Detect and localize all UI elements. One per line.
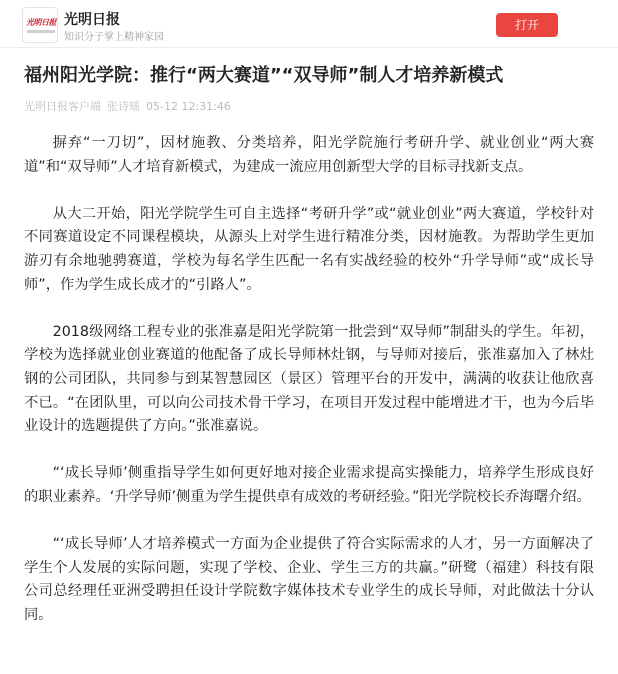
article-paragraph: 2018级网络工程专业的张准嘉是阳光学院第一批尝到“双导师”制甜头的学生。年初，学校为选择就业创业赛道的他配备了成长导师林灶钢，与导师对接后，张准嘉加入了林灶钢的公司团队，共同参与到某智慧园区（景区）管理平台的开发中，满满的收获让他欣喜不已。“在团队里，可以向公司技术骨干学习，在项目开发过程中能增进才干，也为今后毕业设计的选题提供了方向。”张准嘉说。 [24, 323, 594, 435]
article-paragraph: 摒弃“一刀切”，因材施教、分类培养，阳光学院施行考研升学、就业创业“两大赛道”和“双导师”人才培育新模式，为建成一流应用创新型大学的目标寻找新支点。 [24, 135, 594, 175]
logo-subline [27, 30, 55, 33]
article-time: 05-12 12:31:46 [146, 100, 231, 113]
article-paragraph: “‘成长导师’人才培养模式一方面为企业提供了符合实际需求的人才，另一方面解决了学生个人发展的实际问题，实现了学校、企业、学生三方的共赢。”研鹭（福建）科技有限公司总经理任亚洲受聘担任设计学院数字媒体技术专业学生的成长导师，对此做法十分认同。 [24, 536, 594, 623]
app-banner [0, 0, 618, 48]
app-slogan: 知识分子掌上精神家园 [64, 32, 164, 43]
article-author: 张诗瑶 [107, 100, 140, 113]
app-logo-icon[interactable] [22, 7, 58, 43]
article-title: 福州阳光学院：推行“两大赛道”“双导师”制人才培养新模式 [24, 65, 504, 86]
logo-seal: 光明日报 [26, 17, 56, 27]
open-app-button[interactable]: 打开 [496, 13, 558, 37]
app-name: 光明日报 [64, 12, 120, 28]
article-paragraph: 从大二开始，阳光学院学生可自主选择“考研升学”或“就业创业”两大赛道，学校针对不同赛道设定不同课程模块，从源头上对学生进行精准分类，因材施教。为帮助学生更加游刃有余地驰骋赛道，学校为每名学生匹配一名有实战经验的校外“升学导师”或“成长导师”，作为学生成长成才的“引路人”。 [24, 205, 594, 293]
article-meta [24, 98, 237, 114]
article-body [24, 132, 594, 651]
article-source: 光明日报客户端 [24, 100, 101, 113]
article-paragraph: “‘成长导师’侧重指导学生如何更好地对接企业需求提高实操能力，培养学生形成良好的职业素养。‘升学导师’侧重为学生提供卓有成效的考研经验。”阳光学院校长乔海曙介绍。 [24, 465, 594, 505]
